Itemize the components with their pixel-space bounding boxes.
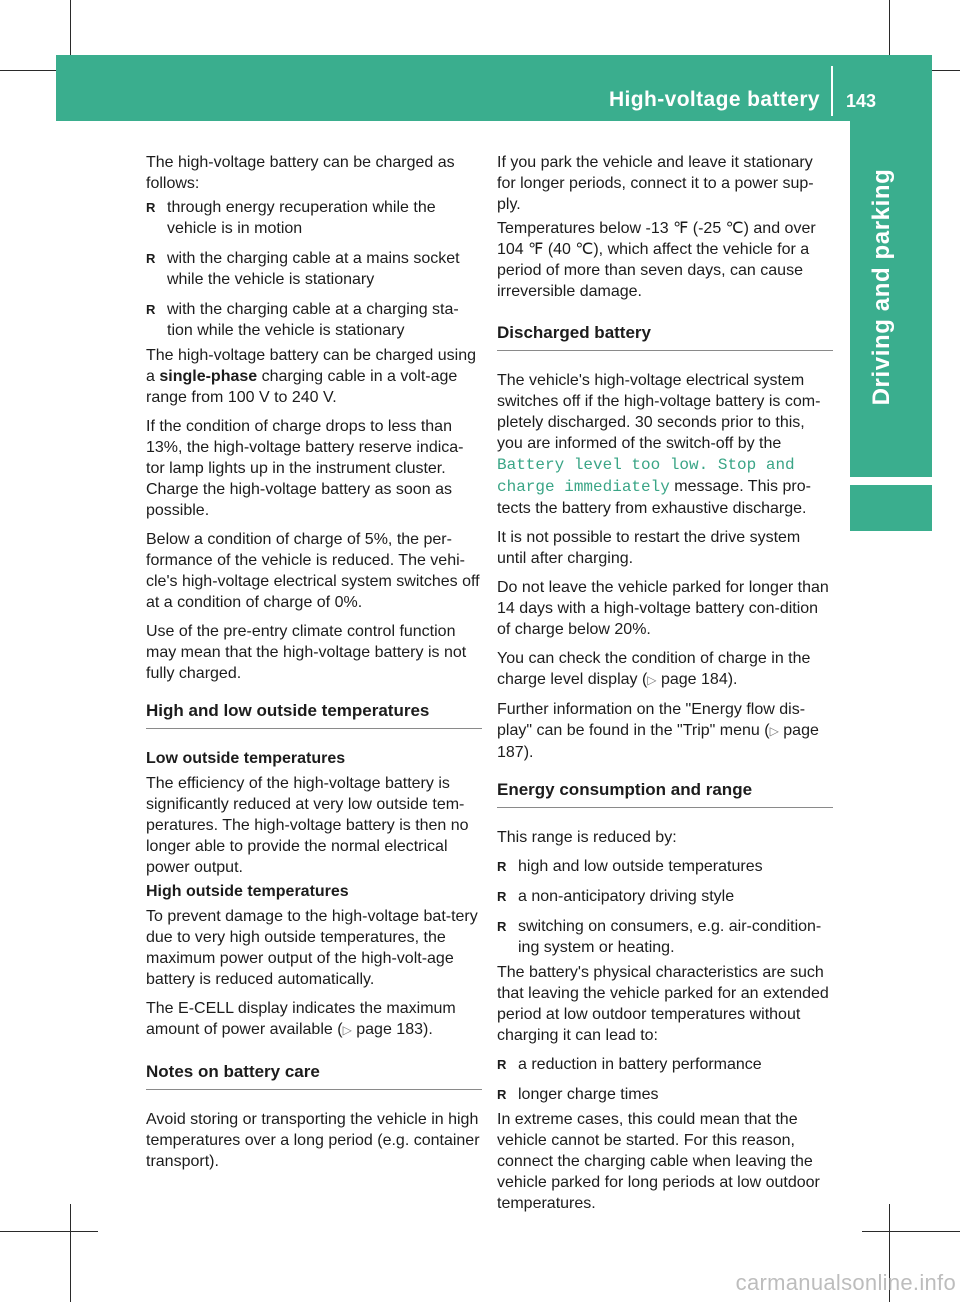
- crop-mark: [862, 1231, 960, 1232]
- paragraph: Below a condition of charge of 5%, the per-formance of the vehicle is reduced. The vehi-cle's high-voltage electrical system switches off at a condition of charge of 0%.: [146, 531, 480, 611]
- text: You can check the condition of charge in the charge level display (: [497, 650, 811, 688]
- paragraph: The high-voltage battery can be charged as follows:: [146, 154, 455, 192]
- crop-mark: [70, 1204, 71, 1302]
- paragraph: [497, 648, 833, 691]
- chapter-tab-label: Driving and parking: [868, 168, 895, 406]
- list-item: R a non-anticipatory driving style: [497, 886, 833, 907]
- crop-mark: [0, 1231, 98, 1232]
- paragraph: Do not leave the vehicle parked for longer than 14 days with a high-voltage battery con-dition of charge below 20%.: [497, 579, 829, 638]
- text: The high-voltage battery can be charged using a: [146, 347, 476, 385]
- section-heading: Notes on battery care: [146, 1053, 482, 1090]
- section-heading: Discharged battery: [497, 314, 833, 351]
- sub-heading: Low outside temperatures: [146, 750, 346, 767]
- section-heading: Energy consumption and range: [497, 771, 833, 808]
- paragraph: Temperatures below -13 ℉ (-25 ℃) and over 104 ℉ (40 ℃), which affect the vehicle for a period of more than seven days, can cause irreversible damage.: [497, 220, 816, 300]
- text: Further information on the "Energy flow dis-play" can be found in the "Trip" menu (: [497, 701, 806, 739]
- list-item: R through energy recuperation while the vehicle is in motion: [146, 197, 482, 239]
- paragraph: [146, 345, 482, 408]
- right-column: [497, 152, 833, 1222]
- page-reference[interactable]: page 187).: [497, 722, 819, 761]
- list-item: R high and low outside temperatures: [497, 856, 833, 877]
- display-message: Battery level too low. Stop and: [497, 456, 795, 474]
- paragraph: If the condition of charge drops to less than 13%, the high-voltage battery reserve indica-tor lamp lights up in the instrument cluster. Charge the high-voltage battery as soon as possible.: [146, 418, 464, 519]
- page-number: 143: [846, 91, 877, 111]
- page-title: High-voltage battery: [608, 88, 820, 111]
- paragraph: In extreme cases, this could mean that the vehicle cannot be started. For this reason, connect the charging cable when leaving the vehicle parked for long periods at low outdoor temperatures.: [497, 1111, 820, 1212]
- chapter-tab-marker: [850, 485, 932, 531]
- list-item: R with the charging cable at a charging sta-tion while the vehicle is stationary: [146, 299, 482, 341]
- paragraph: The battery's physical characteristics are such that leaving the vehicle parked for an extended period at low outdoor temperatures without charging it can lead to:: [497, 964, 829, 1044]
- paragraph: To prevent damage to the high-voltage bat-tery due to very high outside temperatures, the maximum power output of the high-volt-age battery is reduced automatically.: [146, 908, 478, 988]
- paragraph: The efficiency of the high-voltage battery is significantly reduced at very low outside tem-peratures. The high-voltage battery is then no longer able to provide the normal electrical power output.: [146, 775, 469, 876]
- text: The vehicle's high-voltage electrical system switches off if the high-voltage battery is com-pletely discharged. 30 seconds prior to this, you are informed of the switch-off by the: [497, 372, 821, 452]
- page-reference[interactable]: page 183).: [356, 1021, 433, 1038]
- paragraph: [146, 998, 482, 1041]
- left-column: [146, 152, 482, 1180]
- list-item: R with the charging cable at a mains socket while the vehicle is stationary: [146, 248, 482, 290]
- bold-term: single-phase: [159, 368, 258, 385]
- arrow-icon: ▷: [647, 673, 657, 687]
- text: message. This pro-tects the battery from exhaustive discharge.: [497, 478, 811, 517]
- header-divider: [831, 66, 833, 116]
- page-reference[interactable]: page 184).: [660, 671, 738, 688]
- display-message: charge immediately: [497, 478, 670, 496]
- sub-heading: High outside temperatures: [146, 883, 349, 900]
- paragraph: [497, 370, 833, 519]
- paragraph: It is not possible to restart the drive system until after charging.: [497, 529, 801, 567]
- paragraph: If you park the vehicle and leave it stationary for longer periods, connect it to a power sup-ply.: [497, 154, 814, 213]
- paragraph: Avoid storing or transporting the vehicle in high temperatures over a long period (e.g. container transport).: [146, 1111, 480, 1170]
- text: The E-CELL display indicates the maximum amount of power available (: [146, 1000, 456, 1038]
- list-item: R longer charge times: [497, 1084, 833, 1105]
- paragraph: [497, 699, 833, 763]
- list-item: R switching on consumers, e.g. air-condition-ing system or heating.: [497, 916, 833, 958]
- section-heading: High and low outside temperatures: [146, 692, 482, 729]
- paragraph: Use of the pre-entry climate control function may mean that the high-voltage battery is not fully charged.: [146, 623, 467, 682]
- arrow-icon: ▷: [342, 1023, 352, 1037]
- text: charging cable in a volt-age range from 100 V to 240 V.: [146, 368, 458, 406]
- list-item: R a reduction in battery performance: [497, 1054, 833, 1075]
- paragraph: This range is reduced by:: [497, 829, 677, 846]
- watermark: carmanualsonline.info: [735, 1270, 956, 1295]
- arrow-icon: ▷: [769, 724, 779, 738]
